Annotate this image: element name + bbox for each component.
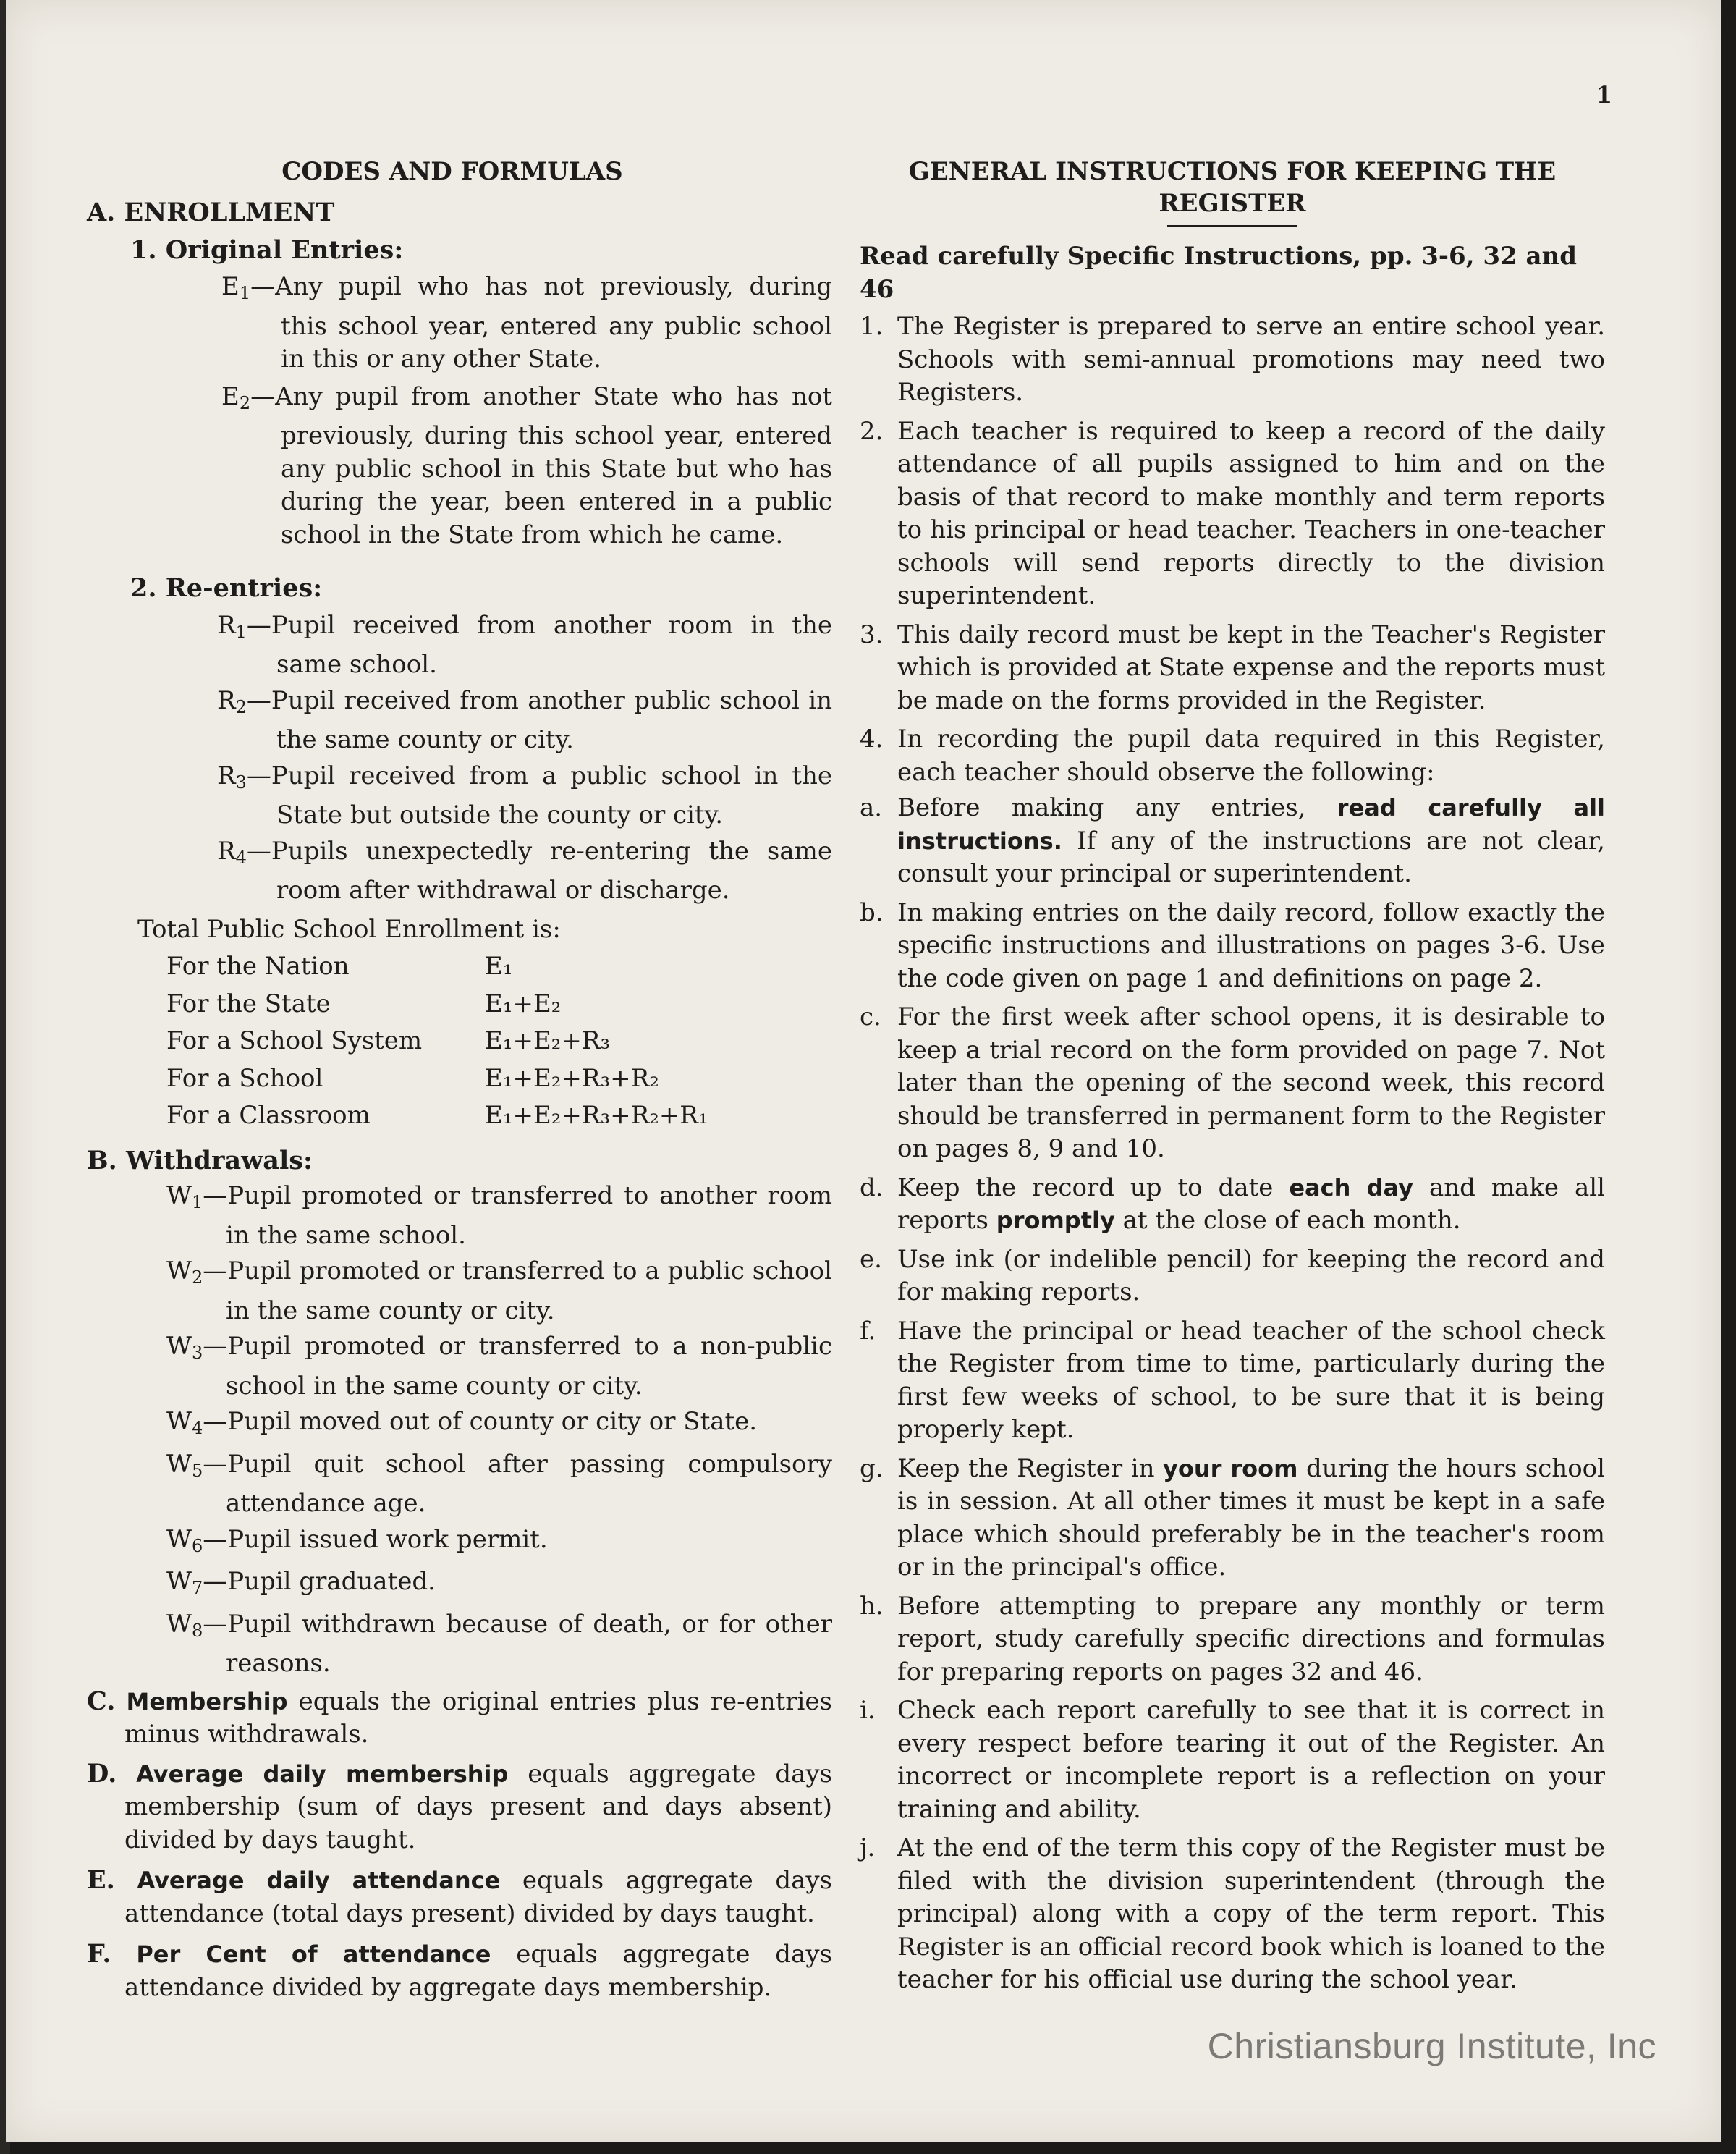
codes-title: CODES AND FORMULAS bbox=[281, 157, 623, 186]
code-w8: $W_8—Pupil$ withdrawn because of death, or for other reasons. bbox=[166, 1609, 832, 1678]
watermark-text: Christiansburg Institute, Inc bbox=[1207, 2026, 1656, 2066]
instruction-4c: c. For the first week after school opens, it is desirable to keep a trial record on the form provided on page 7. Not later than the opening of the second week, this record should be transferred in permanent form to the Register on pages 8, 9 and 10. bbox=[860, 1002, 1605, 1163]
formula-table bbox=[87, 950, 832, 1133]
instruction-3: 3. This daily record must be kept in the Teacher's Register which is provided at State expense and the reports must be made on the forms provided in the Register. bbox=[860, 620, 1605, 715]
code-e1: $E_1—Any$ pupil who has not previously, during this school year, entered any public school in this or any other State. bbox=[221, 272, 832, 373]
code-w1: $W_1—Pupil$ promoted or transferred to another room in the same school. bbox=[166, 1181, 832, 1250]
withdrawal-codes bbox=[87, 1180, 832, 1681]
instruction-4j: j. At the end of the term this copy of the Register must be filed with the division superintendent (through the principal) along with a copy of the term report. This Register is an official record book which is loaned to the teacher for his official use during the school year. bbox=[860, 1833, 1605, 1994]
instruction-4i: i. Check each report carefully to see that it is correct in every respect before tearing it out of the Register. An incorrect or incomplete report is a reflection on your training and ability. bbox=[860, 1696, 1605, 1824]
instruction-4e: e. Use ink (or indelible pencil) for keeping the record and for making reports. bbox=[860, 1244, 1605, 1306]
title-rule bbox=[1167, 225, 1297, 227]
formula-row: For a School System E₁+E₂+R₃ bbox=[166, 1026, 611, 1055]
original-entries-heading: 1. Original Entries: bbox=[130, 235, 404, 265]
instruction-4: 4. In recording the pupil data required in this Register, each teacher should observe the following: bbox=[860, 725, 1605, 787]
document-page bbox=[6, 0, 1721, 2142]
codes-column bbox=[87, 156, 832, 2004]
enrollment-heading: A. ENROLLMENT bbox=[87, 198, 335, 227]
re-entries-heading: 2. Re-entries: bbox=[130, 573, 323, 603]
instructions-title: GENERAL INSTRUCTIONS FOR KEEPING THE REGISTER bbox=[908, 157, 1557, 218]
read-carefully-note: Read carefully Specific Instructions, pp. 3-6, 32 and 46 bbox=[860, 242, 1578, 304]
code-w7: $W_7—Pupil$ graduated. bbox=[166, 1567, 436, 1598]
withdrawals-heading: B. Withdrawals: bbox=[87, 1145, 313, 1175]
code-w6: $W_6—Pupil$ issued work permit. bbox=[166, 1524, 548, 1556]
avg-daily-attendance-definition: E. Average daily attendance equals aggregate days attendance (total days present) divided by days taught. bbox=[87, 1865, 833, 1928]
instruction-4h: h. Before attempting to prepare any monthly or term report, study carefully specific directions and formulas for preparing reports on pages 32 and 46. bbox=[860, 1591, 1605, 1686]
instructions-column bbox=[860, 156, 1605, 1997]
code-r3: $R_3—Pupil$ received from a public school in the State but outside the county or city. bbox=[217, 761, 832, 829]
membership-definition: C. Membership equals the original entries plus re-entries minus withdrawals. bbox=[87, 1686, 832, 1749]
instruction-4a: a. Before making any entries, read carefully all instructions. If any of the instructions are not clear, consult your principal or superintendent. bbox=[860, 793, 1605, 888]
instruction-4f: f. Have the principal or head teacher of the school check the Register from time to time, particularly during the first few weeks of school, to be sure that it is being properly kept. bbox=[860, 1316, 1605, 1444]
formula-row: For the Nation E₁ bbox=[166, 952, 513, 981]
instruction-4d: d. Keep the record up to date each day and make all reports promptly at the close of each month. bbox=[860, 1173, 1606, 1235]
page-number: 1 bbox=[1596, 81, 1612, 109]
formula-row: For a School E₁+E₂+R₃+R₂ bbox=[166, 1063, 659, 1093]
code-w3: $W_3—Pupil$ promoted or transferred to a non-public school in the same county or city. bbox=[166, 1332, 832, 1401]
code-r4: $R_4—Pupils$ unexpectedly re-entering the same room after withdrawal or discharge. bbox=[217, 836, 832, 905]
formula-row: For a Classroom E₁+E₂+R₃+R₂+R₁ bbox=[166, 1101, 708, 1130]
instruction-1: 1. The Register is prepared to serve an entire school year. Schools with semi-annual promotions may need two Registers. bbox=[860, 312, 1605, 407]
instruction-4b: b. In making entries on the daily record, follow exactly the specific instructions and illustrations on pages 3-6. Use the code given on page 1 and definitions on page 2. bbox=[860, 898, 1605, 993]
avg-daily-membership-definition: D. Average daily membership equals aggregate days membership (sum of days present and days absent) divided by days taught. bbox=[87, 1758, 833, 1854]
code-w5: $W_5—Pupil$ quit school after passing compulsory attendance age. bbox=[166, 1449, 832, 1518]
percent-attendance-definition: F. Per Cent of attendance equals aggregate days attendance divided by aggregate days membership. bbox=[87, 1939, 832, 2002]
instruction-4g: g. Keep the Register in your room during the hours school is in session. At all other times it must be kept in a safe place which should preferably be in the teacher's room or in the principal's office. bbox=[860, 1453, 1606, 1581]
formula-row: For the State E₁+E₂ bbox=[166, 989, 562, 1018]
code-e2: $E_2—Any$ pupil from another State who has not previously, during this school year, entered any public school in this State but who has during the year, been entered in a public school in the State from which he came. bbox=[221, 381, 832, 549]
code-r2: $R_2—Pupil$ received from another public school in the same county or city. bbox=[217, 685, 832, 754]
total-enrollment-label: Total Public School Enrollment is: bbox=[137, 914, 561, 944]
code-w2: $W_2—Pupil$ promoted or transferred to a public school in the same county or city. bbox=[166, 1256, 832, 1325]
instruction-2: 2. Each teacher is required to keep a record of the daily attendance of all pupils assigned to him and on the basis of that record to make monthly and term reports to his principal or head teacher. Teachers in one-teacher schools will send reports directly to the division superintendent. bbox=[860, 416, 1605, 610]
code-w4: $W_4—Pupil$ moved out of county or city or State. bbox=[166, 1407, 758, 1438]
code-r1: $R_1—Pupil$ received from another room in the same school. bbox=[217, 610, 832, 679]
